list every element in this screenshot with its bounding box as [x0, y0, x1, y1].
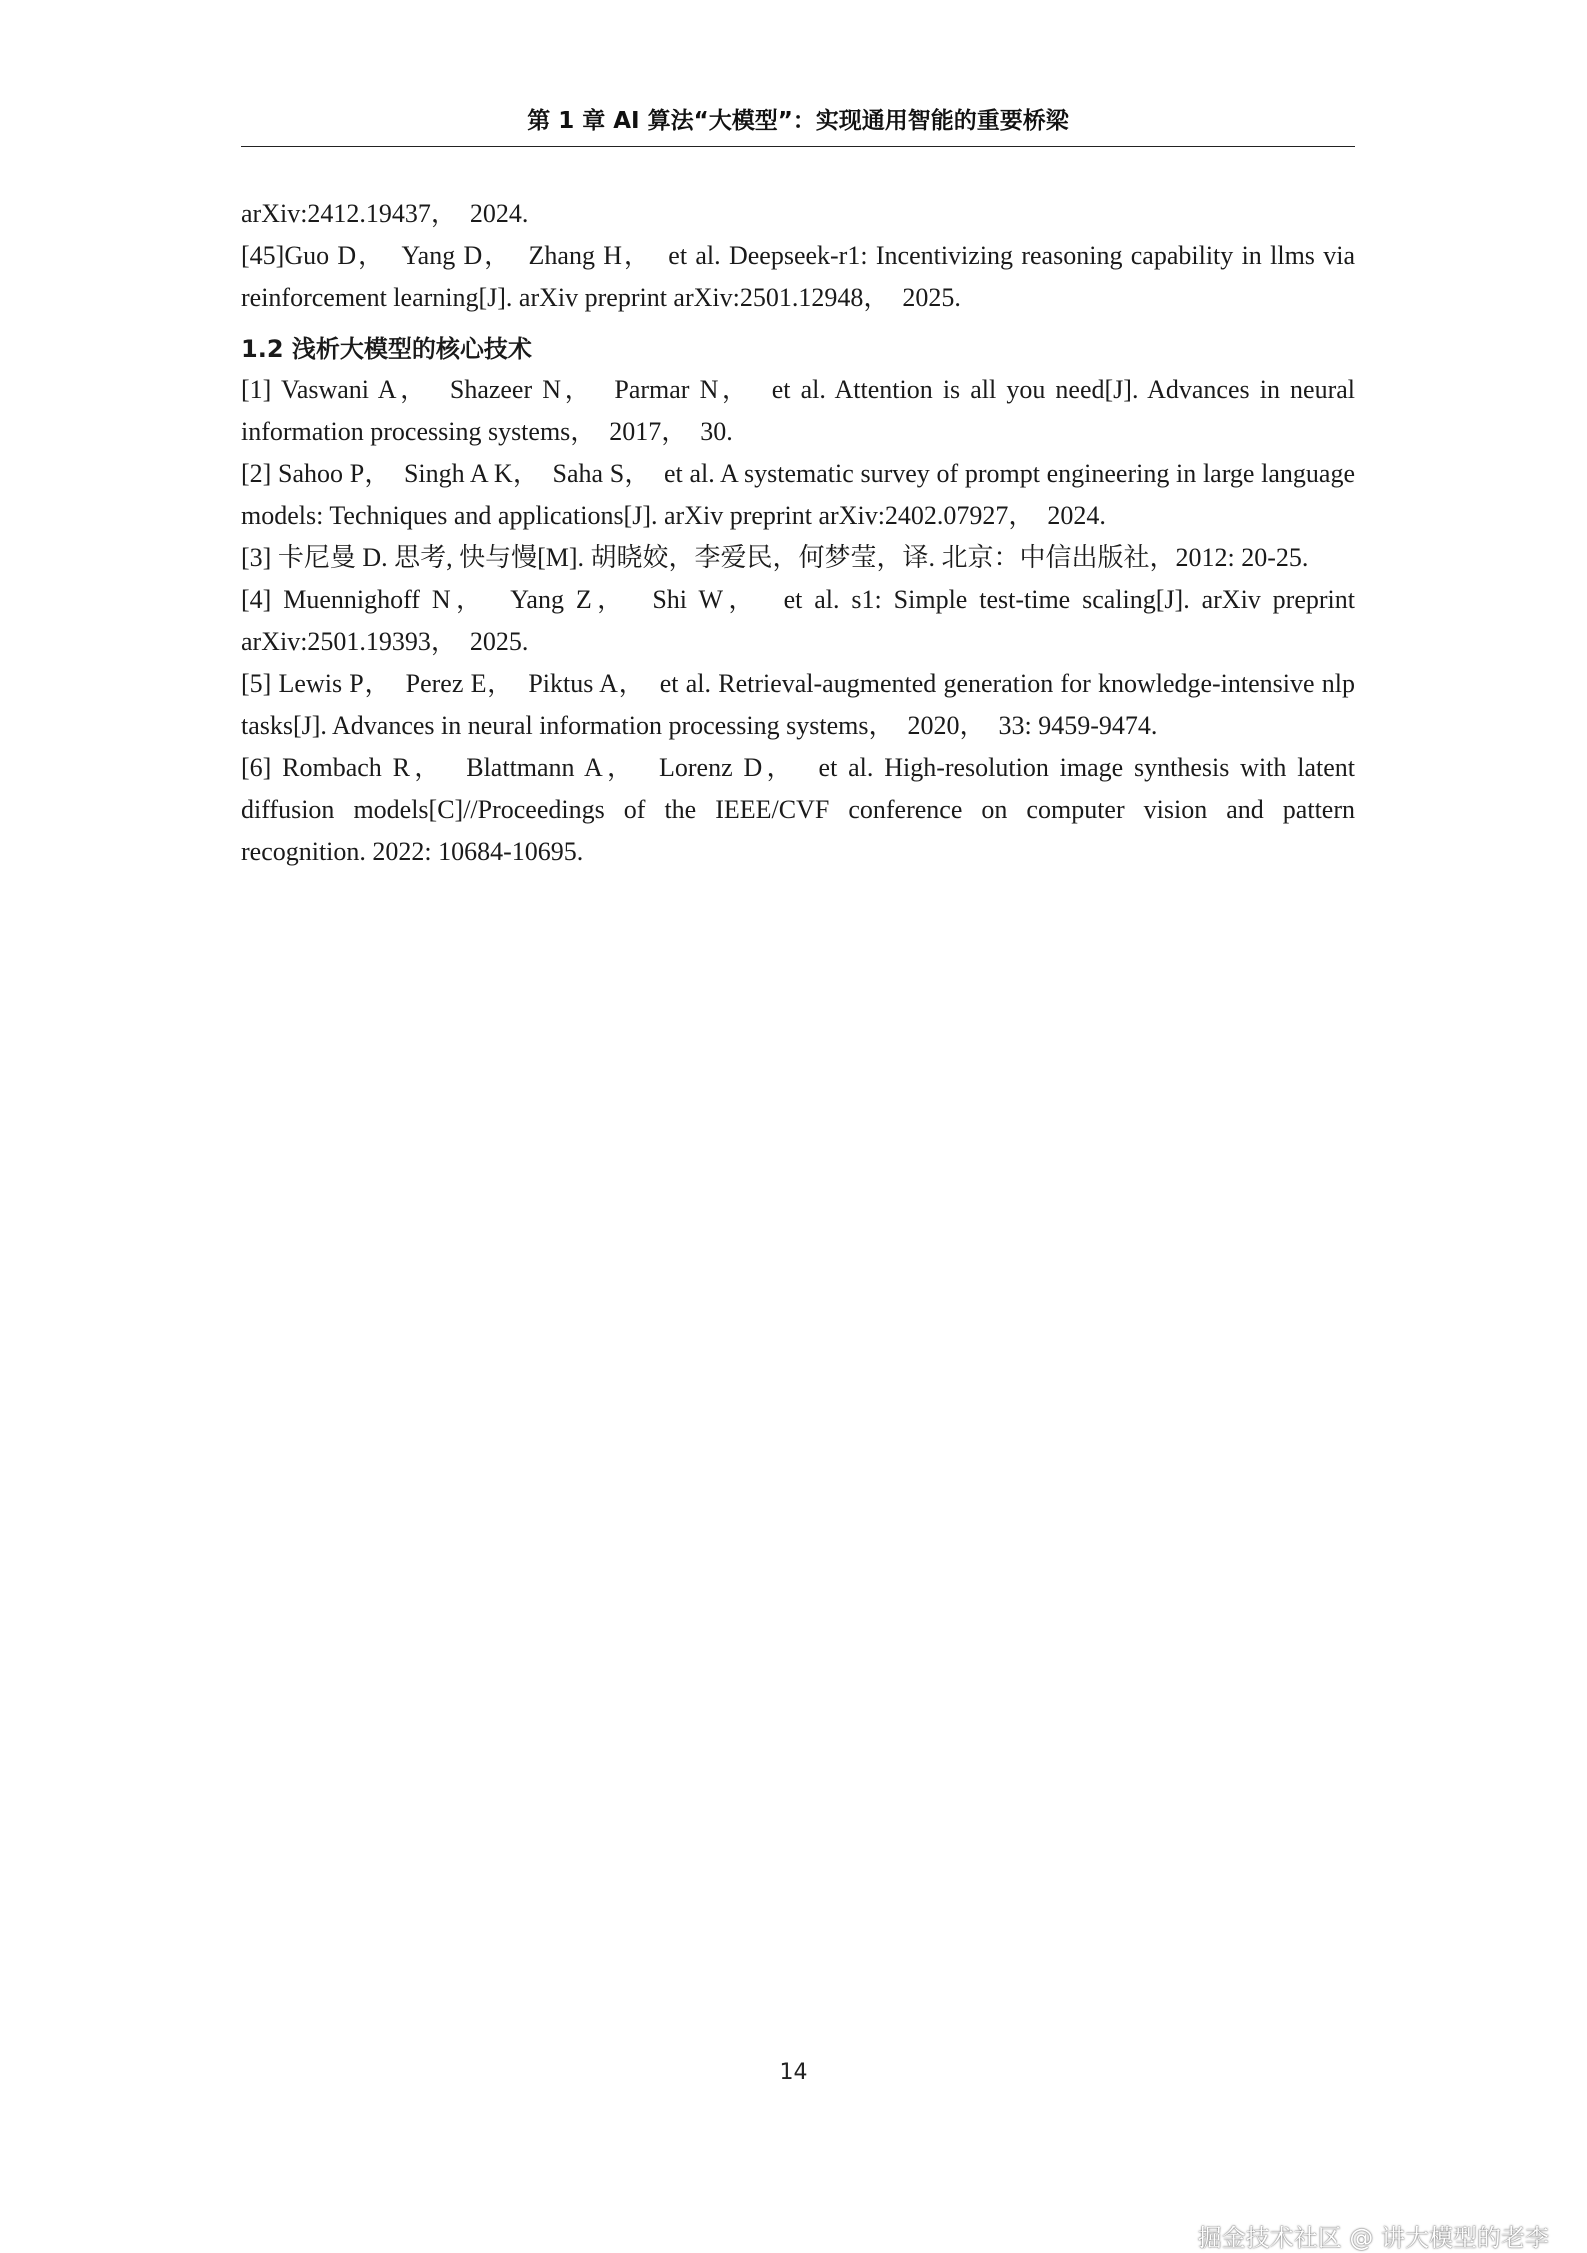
reference-entry: [2] Sahoo P， Singh A K， Saha S， et al. A systematic survey of prompt engineering in large language models: Techniques and applications[J]. arXiv preprint arXiv:2402.07927， 2024.: [241, 459, 1362, 530]
reference-entry: [4] Muennighoff N， Yang Z， Shi W， et al. s1: Simple test-time scaling[J]. arXiv preprint arXiv:2501.19393， 2025.: [241, 585, 1362, 656]
reference-entry: arXiv:2412.19437， 2024.: [241, 199, 529, 228]
page-header-title: 第 1 章 AI 算法“大模型”：实现通用智能的重要桥梁: [527, 108, 1069, 134]
watermark: 掘金技术社区 @ 讲大模型的老李: [1197, 2224, 1549, 2252]
page-content: [241, 193, 1362, 873]
reference-entry: [5] Lewis P， Perez E， Piktus A， et al. Retrieval-augmented generation for knowledge-intensive nlp tasks[J]. Advances in neural information processing systems， 2020， 33: 9459-9474.: [241, 669, 1362, 740]
reference-entry: [45]Guo D， Yang D， Zhang H， et al. Deepseek-r1: Incentivizing reasoning capability in llms via reinforcement learning[J]. arXiv preprint arXiv:2501.12948， 2025.: [241, 241, 1362, 312]
reference-entry: [1] Vaswani A， Shazeer N， Parmar N， et al. Attention is all you need[J]. Advances in neural information processing systems， 2017， 30.: [241, 375, 1362, 446]
section-heading: 1.2 浅析大模型的核心技术: [241, 335, 532, 363]
reference-entry: [6] Rombach R， Blattmann A， Lorenz D， et al. High-resolution image synthesis with latent diffusion models[C]//Proceedings of the IEEE/CVF conference on computer vision and pattern recognition. 2022: 10684-10695.: [241, 753, 1362, 866]
page-number: 14: [779, 2060, 808, 2085]
reference-entry: [3] 卡尼曼 D. 思考, 快与慢[M]. 胡晓姣，李爱民，何梦莹，译. 北京：中信出版社，2012: 20-25.: [241, 543, 1309, 572]
header-divider: [241, 146, 1355, 147]
